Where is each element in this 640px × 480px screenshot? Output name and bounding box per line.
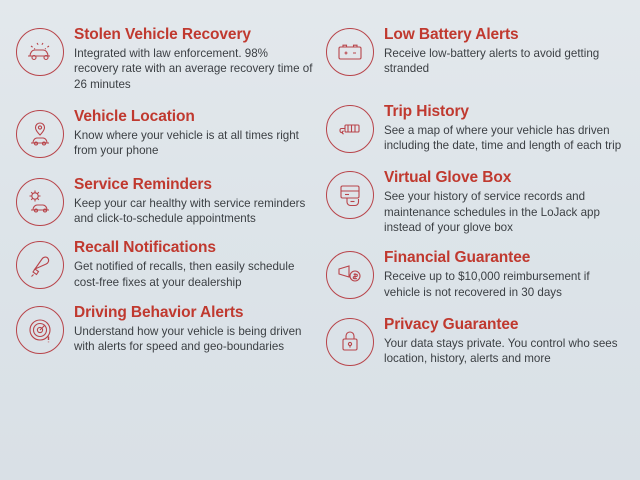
feature-title: Stolen Vehicle Recovery [74,26,251,43]
feature-title: Driving Behavior Alerts [74,303,244,321]
feature-stolen-vehicle-recovery [16,26,314,92]
feature-text [384,249,624,300]
feature-description: Receive low-battery alerts to avoid getting stranded [384,47,600,76]
feature-description: Your data stays private. You control who sees location, history, alerts and more [384,336,618,366]
feature-description: Integrated with law enforcement. 98% recovery rate with an average recovery time of 26 minutes [74,47,313,91]
feature-privacy-guarantee [326,316,624,367]
feature-title: Virtual Glove Box [384,169,512,187]
feature-text [384,26,624,77]
feature-title: Financial Guarantee [384,249,531,267]
feature-text [384,169,624,235]
virtual-glove-box-icon [326,171,374,219]
feature-title: Trip History [384,102,469,120]
feature-text [74,26,314,92]
feature-description: Get notified of recalls, then easily schedule cost-free fixes at your dealership [74,260,295,289]
feature-text [74,176,314,227]
feature-text [74,304,314,355]
feature-description: Keep your car healthy with service reminders and click-to-schedule appointments [74,196,306,225]
privacy-guarantee-lock-icon [326,318,374,366]
feature-text [74,239,314,290]
feature-title: Vehicle Location [74,107,195,125]
feature-trip-history [326,103,624,154]
feature-title: Low Battery Alerts [384,26,519,43]
feature-description: Know where your vehicle is at all times right from your phone [74,128,299,158]
feature-driving-behavior-alerts [16,304,314,355]
feature-description: Understand how your vehicle is being driven with alerts for speed and geo-boundaries [74,324,302,354]
feature-recall-notifications [16,239,314,290]
right-column [326,26,624,462]
feature-description: See your history of service records and maintenance schedules in the LoJack app instead of your glove box [384,190,600,234]
vehicle-location-pin-icon [16,110,64,158]
trip-history-route-icon [326,105,374,153]
feature-description: See a map of where your vehicle has driven including the date, time and length of each trip [384,123,622,152]
feature-low-battery-alerts [326,26,624,77]
recall-notifications-bell-icon [16,241,64,289]
feature-virtual-glove-box [326,169,624,235]
financial-guarantee-money-icon [326,251,374,299]
feature-text [384,316,624,367]
feature-vehicle-location [16,108,314,159]
feature-title: Recall Notifications [74,239,216,257]
feature-financial-guarantee [326,249,624,300]
service-reminders-gear-icon [16,178,64,226]
low-battery-alerts-battery-icon [326,28,374,76]
feature-title: Privacy Guarantee [384,315,519,333]
feature-title: Service Reminders [74,175,212,193]
feature-text [74,108,314,159]
feature-text [384,103,624,154]
feature-service-reminders [16,176,314,227]
driving-behavior-alerts-speedometer-icon [16,306,64,354]
feature-description: Receive up to $10,000 reimbursement if vehicle is not recovered in 30 days [384,270,590,299]
left-column [16,26,314,462]
stolen-vehicle-recovery-icon [16,28,64,76]
columns-container [16,26,624,462]
